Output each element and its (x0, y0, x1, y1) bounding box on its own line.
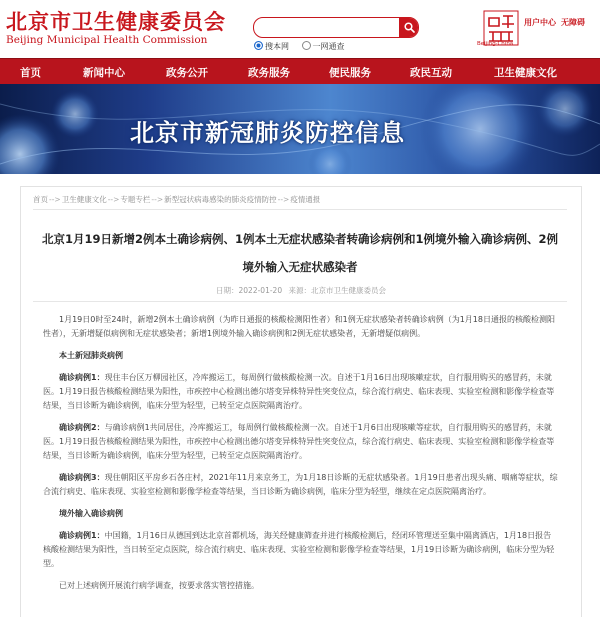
case-paragraph (43, 529, 559, 571)
search-scope-label-site[interactable]: 搜本网 (265, 42, 289, 51)
case-text: 中国籍，1月16日从德国到达北京首都机场，海关经健康筛查并进行核酸检测后，经闭环管理送至集中隔离酒店，1月18日报告核酸检测结果为阳性，当日转至定点医院，综合流行病史、临床表现、实验室检测和影像学检查等结果，1月19日诊断为确诊病例，临床分型为轻型。 (43, 531, 555, 568)
city-logo-caption: Beijing·China (477, 41, 514, 47)
breadcrumb-item-special[interactable]: 专题专栏 (120, 195, 151, 204)
article-intro: 1月19日0时至24时，新增2例本土确诊病例（为昨日通报的核酸检测阳性者）和1例无症状感染者转确诊病例（为1月18日通报的核酸检测阳性者），无新增疑似病例和无症状感染者；新增1例境外输入确诊病例和2例无症状感染者，无新增疑似病例。 (43, 315, 555, 338)
user-links (524, 17, 590, 28)
main-nav (0, 58, 600, 85)
nav-item-home[interactable]: 首页 (20, 67, 41, 79)
case-text: 现住丰台区万柳园社区，冷库搬运工，每周例行做核酸检测一次。自述于1月16日出现咳嗽症状，自行服用购买的感冒药，未就医。1月19日报告核酸检测结果为阳性，市疾控中心检测出德尔塔变异株特异性突变位点，综合流行病史、临床表现、实验室检测和影像学检查等结果，当日诊断为确诊病例，临床分型为轻型，已转至定点医院隔离治疗。 (43, 373, 555, 410)
search-input[interactable] (262, 22, 392, 38)
breadcrumb-item-home[interactable]: 首页 (33, 195, 48, 204)
case-paragraph (43, 421, 559, 463)
case-text: 与确诊病例1共同居住，冷库搬运工，每周例行做核酸检测一次。自述于1月6日出现咳嗽等症状，自行服用购买的感冒药，未就医。1月19日报告核酸检测结果为阳性，市疾控中心检测出德尔塔变异株特异性突变位点，综合流行病史、临床表现、实验室检测和影像学检查等结果，当日诊断为确诊病例，临床分型为轻型，已转至定点医院隔离治疗。 (43, 423, 555, 460)
site-logo-cn[interactable]: 北京市卫生健康委员会 (6, 9, 226, 34)
case-label: 确诊病例1： (59, 531, 105, 540)
article-meta (21, 285, 581, 296)
search-scope-radio-all[interactable] (302, 41, 311, 50)
case-paragraph (43, 471, 559, 499)
divider (33, 209, 567, 210)
search-box (253, 17, 419, 38)
site-header (0, 0, 600, 58)
imported-cases-heading: 境外输入确诊病例 (59, 509, 123, 518)
article-container (20, 186, 582, 617)
nav-item-health-culture[interactable]: 卫生健康文化 (494, 67, 557, 79)
breadcrumb-item-report[interactable]: 疫情通报 (290, 195, 321, 204)
case-label: 确诊病例3： (59, 473, 105, 482)
breadcrumb-item-covid[interactable]: 新型冠状病毒感染的肺炎疫情防控 (164, 195, 277, 204)
nav-item-interaction[interactable]: 政民互动 (410, 67, 452, 79)
nav-item-gov-affairs[interactable]: 政务公开 (166, 67, 208, 79)
site-logo-en[interactable]: Beijing Municipal Health Commission (6, 34, 208, 46)
search-scope-radio-site[interactable] (254, 41, 263, 50)
search-scope-label-all[interactable]: 一网通查 (312, 42, 345, 51)
nav-item-gov-services[interactable]: 政务服务 (248, 67, 290, 79)
article-closing: 已对上述病例开展流行病学调查，按要求落实管控措施。 (59, 581, 259, 590)
nav-item-public-services[interactable]: 便民服务 (329, 67, 371, 79)
banner-title: 北京市新冠肺炎防控信息 (130, 119, 405, 147)
article-date: 日期：2022-01-20 (216, 286, 283, 295)
search-scope (254, 41, 355, 52)
search-button[interactable] (399, 17, 419, 38)
case-paragraph (43, 371, 559, 413)
article-source: 来源：北京市卫生健康委员会 (288, 286, 386, 295)
case-text: 现住朝阳区平房乡石各庄村，2021年11月来京务工，为1月18日诊断的无症状感染者。1月19日患者出现头痛、咽痛等症状，综合流行病史、临床表现、实验室检测和影像学检查等结果，当日诊断为确诊病例，临床分型为轻型，继续在定点医院隔离治疗。 (43, 473, 558, 496)
article-body (43, 313, 559, 601)
breadcrumb: 首页-->卫生健康文化-->专题专栏-->新型冠状病毒感染的肺炎疫情防控-->疫情通报 (33, 195, 321, 204)
case-label: 确诊病例1： (59, 373, 105, 382)
divider (33, 301, 567, 302)
accessibility-link[interactable]: 无障碍 (561, 18, 585, 27)
local-cases-heading: 本土新冠肺炎病例 (59, 351, 123, 360)
user-center-link[interactable]: 用户中心 (524, 18, 556, 27)
breadcrumb-item-culture[interactable]: 卫生健康文化 (61, 195, 107, 204)
topic-banner (0, 84, 600, 174)
article-title: 北京1月19日新增2例本土确诊病例、1例本土无症状感染者转确诊病例和1例境外输入确诊病例、2例境外输入无症状感染者 (41, 232, 558, 274)
case-label: 确诊病例2： (59, 423, 105, 432)
search-icon (404, 22, 415, 33)
nav-item-news[interactable]: 新闻中心 (83, 67, 125, 79)
